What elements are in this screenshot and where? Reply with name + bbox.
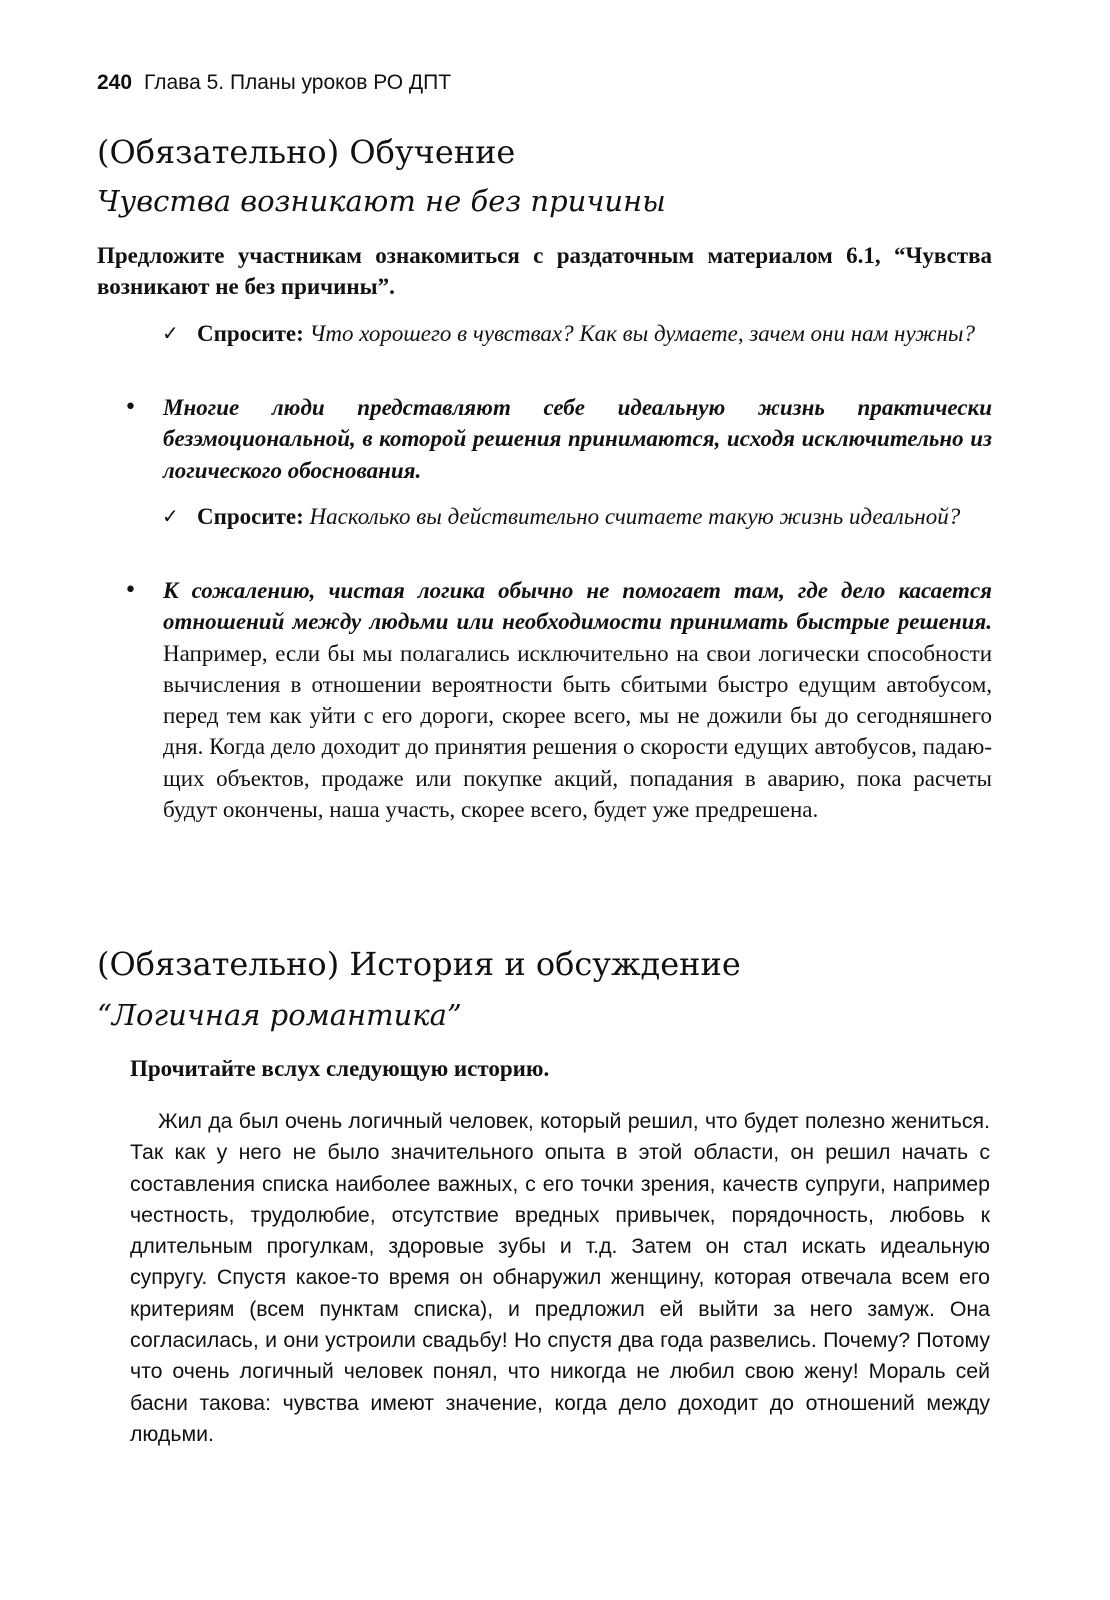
- bullet-emphasis: К сожалению, чистая логика обычно не помогает там, где дело касается отношений между людьми или необходимости принимать быстрые решения.: [163, 578, 992, 635]
- bullet-item-1: [124, 392, 992, 486]
- story-paragraph: Жил да был очень логичный человек, который решил, что будет полезно жениться. Так как у него не было значительного опыта в этой области, он решил начать с составления списка наиболее важных, с его точки зрения, качеств супруги, например честность, трудолюбие, отсутствие вредных привычек, порядочность, любовь к длительным прогулкам, здоровые зубы и т.д. Затем он стал искать идеальную супругу. Спустя какое-то время он обнаружил женщину, которая отвечала всем его критериям (всем пунктам списка), и предложил ей выйти за него замуж. Она согласилась, и они устроили свадьбу! Но спустя два года развелись. Почему? Потому что очень логичный человек понял, что никогда не любил свою жену! Мораль сей басни такова: чувства имеют значение, когда дело доходит до отношений между людьми.: [130, 1109, 990, 1446]
- instruction-handout: Предложите участникам ознакомиться с раздаточным материалом 6.1, “Чувства возникают не без причины”.: [97, 243, 992, 300]
- page-number: 240: [97, 71, 133, 94]
- running-title: Глава 5. Планы уроков РО ДПТ: [144, 71, 452, 94]
- section-title-learning: (Обязательно) Обучение: [97, 133, 516, 171]
- ask-question: Насколько вы действительно считаете такую жизнь идеальной?: [309, 504, 961, 529]
- section-subtitle-feelings: Чувства возникают не без причины: [97, 184, 666, 218]
- ask-question: Что хорошего в чувствах? Как вы думаете, зачем они нам нужны?: [309, 321, 975, 346]
- bullet-text: Например, если бы мы полагались исключительно на свои логически способности вычисления в отношении вероятности быть сбитыми быстро едущим автобусом, перед тем как уйти с его дороги, скорее всего, мы не дожили бы до сегодняшнего дня. Когда дело доходит до принятия решения о скорости едущих автобусов, падающих объектов, продаже или покупке акций, попадания в аварию, пока расчеты будут окончены, наша участь, скорее всего, будет уже предрешена.: [163, 640, 992, 823]
- section-subtitle-romance: “Логичная романтика”: [97, 998, 462, 1032]
- ask-label: Спросите:: [197, 504, 304, 529]
- ask-item-2: [162, 501, 992, 532]
- running-head: [97, 72, 451, 93]
- ask-label: Спросите:: [197, 321, 304, 346]
- bullet-item-2: [124, 575, 992, 825]
- checkmark-icon: ✓: [162, 321, 179, 345]
- ask-item-1: [162, 318, 992, 349]
- instruction-read-aloud: Прочитайте вслух следующую историю.: [130, 1056, 550, 1081]
- bullet-icon: •: [124, 395, 137, 420]
- bullet-icon: •: [124, 578, 137, 603]
- checkmark-icon: ✓: [162, 504, 179, 528]
- bullet-text: Многие люди представляют себе идеальную жизнь практически безэмоциональной, в которой решения принимаются, исходя исключительно из логического обоснования.: [163, 395, 992, 483]
- section-title-story: (Обязательно) История и обсуждение: [97, 945, 741, 983]
